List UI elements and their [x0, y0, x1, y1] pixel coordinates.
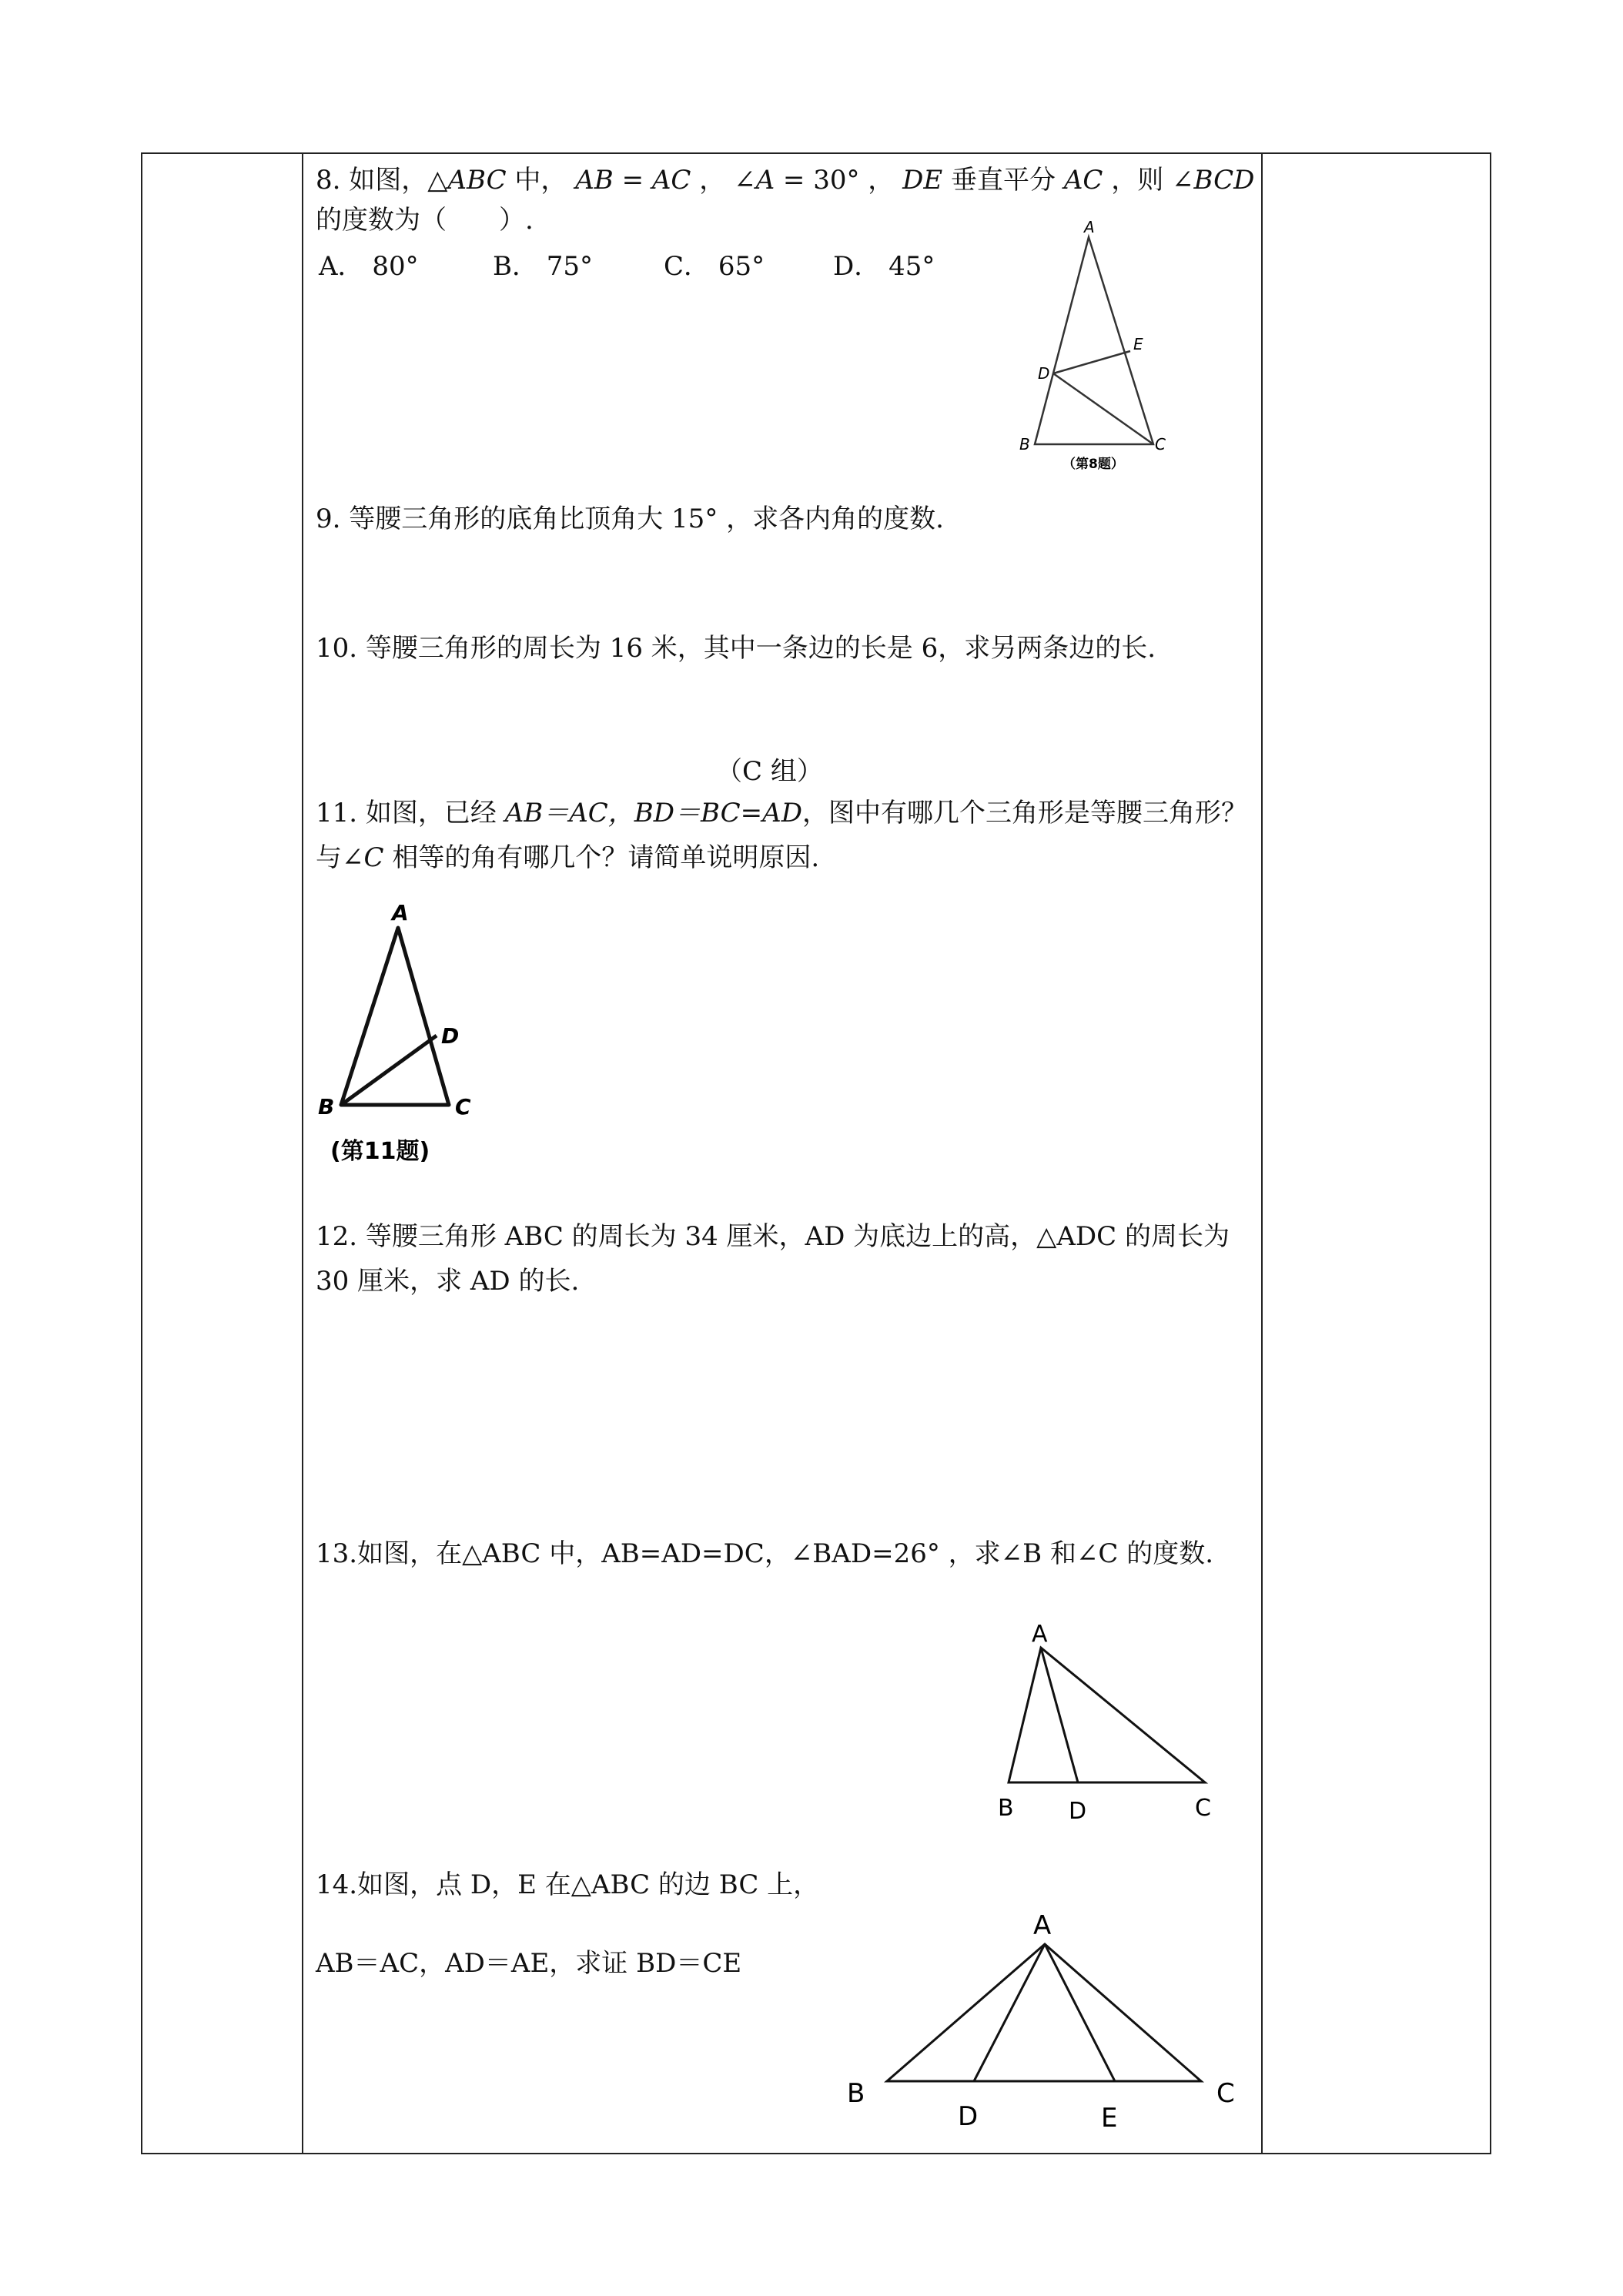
q14-label-d: D [958, 2101, 979, 2132]
q8-ac2: AC [1063, 165, 1103, 196]
question-14-line2: AB＝AC，AD＝AE，求证 BD＝CE [316, 1948, 742, 1979]
q14-figure [832, 1902, 1247, 2133]
q11-text: 11. 如图，已经 [316, 798, 505, 828]
column-divider-right [1261, 152, 1263, 2154]
question-11-line1 [316, 795, 1247, 832]
q8-text: = 30° ， [775, 165, 903, 196]
q8-text: ，则 ∠ [1103, 165, 1194, 196]
q8-abc: ABC [447, 165, 507, 196]
q8-figure [1016, 216, 1170, 477]
q8-text: 垂直平分 [942, 165, 1064, 196]
column-divider-left [302, 152, 303, 2154]
question-11-line2 [316, 839, 819, 876]
q8-label-d: D [1038, 364, 1050, 383]
q14-label-b: B [847, 2078, 865, 2109]
question-10: 10. 等腰三角形的周长为 16 米，其中一条边的长是 6，求另两条边的长. [316, 633, 1156, 664]
q13-figure [986, 1617, 1240, 1832]
q11-caption: (第11题) [330, 1138, 430, 1165]
q8-label-c: C [1155, 435, 1166, 454]
q8-label-a: A [1084, 218, 1095, 236]
q8-option-a: A． 80° [319, 251, 419, 282]
section-c-heading: （C 组） [716, 756, 823, 787]
question-12-line2: 30 厘米，求 AD 的长. [316, 1266, 580, 1297]
question-8-line2: 的度数为（ ）. [316, 205, 534, 236]
q8-label-e: E [1133, 335, 1143, 353]
q11-label-d: D [441, 1023, 460, 1049]
q8-ab: AB [575, 165, 614, 196]
question-12-line1: 12. 等腰三角形 ABC 的周长为 34 厘米，AD 为底边上的高，△ADC 的周长为 [316, 1221, 1230, 1252]
q13-label-c: C [1195, 1795, 1211, 1822]
q11-text: 相等的角有哪几个？请简单说明原因. [383, 842, 820, 873]
q14-label-e: E [1101, 2103, 1118, 2133]
q11-relations: AB＝AC，BD＝BC=AD [504, 798, 802, 828]
q14-label-a: A [1033, 1910, 1052, 1941]
q8-text: 中， [506, 165, 576, 196]
q8-ac: AC [651, 165, 691, 196]
q8-text: 8. 如图，△ [316, 165, 448, 196]
question-9: 9. 等腰三角形的底角比顶角大 15° ，求各内角的度数. [316, 504, 944, 534]
q11-label-c: C [455, 1094, 471, 1120]
q11-label-b: B [318, 1094, 335, 1120]
question-8-line1 [316, 162, 1254, 199]
q11-c: C [363, 842, 384, 873]
q8-option-d: D． 45° [833, 251, 935, 282]
q8-label-b: B [1019, 435, 1030, 454]
q8-de: DE [902, 165, 943, 196]
q8-caption: （第8题） [1062, 457, 1124, 472]
q11-figure [312, 897, 497, 1182]
q13-label-a: A [1032, 1621, 1048, 1648]
q11-text: 与∠ [316, 842, 364, 873]
q11-label-a: A [392, 900, 409, 925]
q13-label-b: B [998, 1795, 1014, 1822]
q8-text: ， ∠ [691, 165, 756, 196]
q14-label-c: C [1216, 2078, 1235, 2109]
q8-bcd: BCD [1193, 165, 1255, 196]
q13-label-d: D [1069, 1798, 1087, 1825]
q11-text: ，图中有哪几个三角形是等腰三角形？ [801, 798, 1247, 828]
question-13: 13.如图，在△ABC 中，AB=AD=DC，∠BAD=26° ，求∠B 和∠C 的度数. [316, 1538, 1214, 1569]
q8-text: = [613, 165, 652, 196]
q8-option-c: C． 65° [664, 251, 765, 282]
q8-option-b: B． 75° [493, 251, 594, 282]
q8-a: A [755, 165, 775, 196]
question-14-line1: 14.如图，点 D，E 在△ABC 的边 BC 上， [316, 1869, 820, 1900]
